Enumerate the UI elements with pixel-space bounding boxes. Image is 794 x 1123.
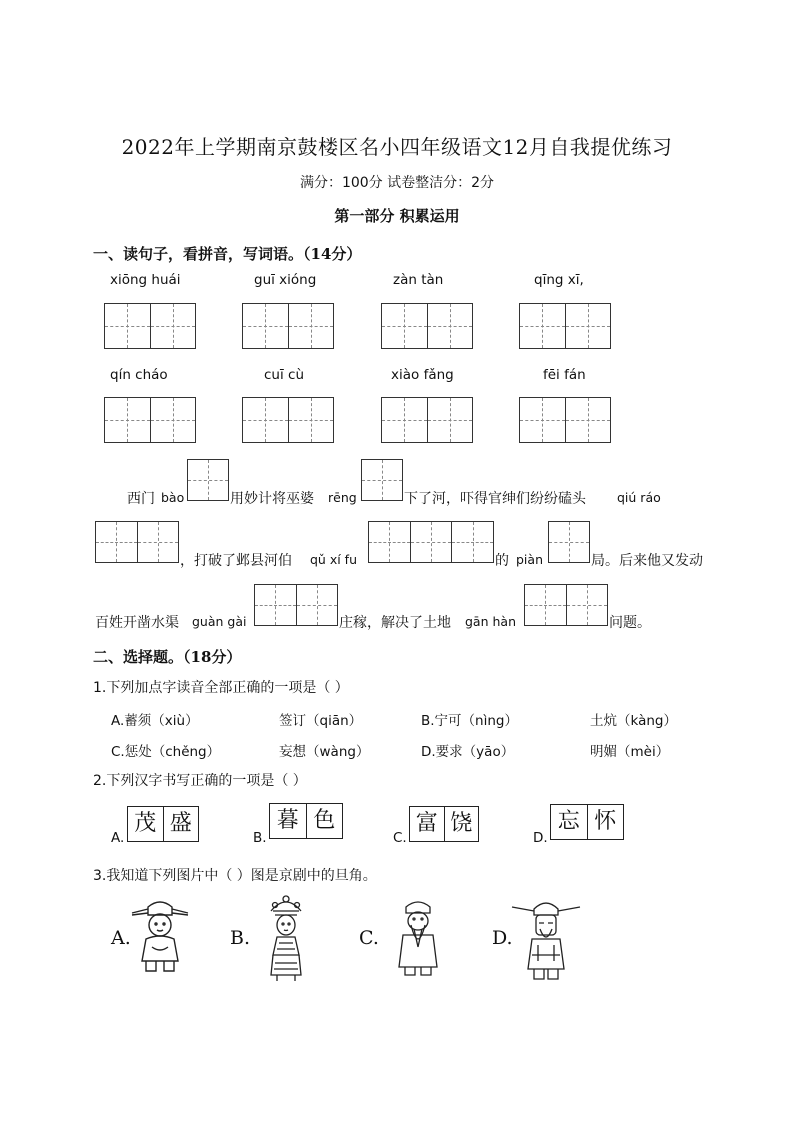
- passage-text: 西门: [127, 491, 155, 507]
- option-d-word2: 明媚（mèi）: [590, 744, 670, 760]
- option-b[interactable]: B.宁可（nìng）: [421, 713, 518, 729]
- passage-text: 问题。: [609, 615, 651, 631]
- pinyin-label: guī xióng: [254, 272, 317, 288]
- passage-text: 的: [495, 553, 509, 569]
- pinyin-label: zàn tàn: [393, 272, 444, 288]
- section2-heading: 二、选择题。（18分）: [93, 648, 242, 666]
- passage-pinyin: guàn gài: [192, 614, 247, 629]
- question-2: 2.下列汉字书写正确的一项是（ ）: [93, 773, 307, 789]
- answer-grid[interactable]: [242, 397, 334, 443]
- option-a-letter[interactable]: A.: [111, 927, 131, 949]
- passage-text: ，打破了邺县河伯: [180, 553, 292, 569]
- option-a-letter[interactable]: A.: [111, 830, 125, 846]
- opera-figure-c-icon[interactable]: [393, 895, 443, 977]
- char: 富: [415, 811, 438, 836]
- option-a[interactable]: A.蓄须（xiù）: [111, 713, 199, 729]
- pinyin-label: xiōng huái: [110, 272, 181, 288]
- option-b-letter[interactable]: B.: [230, 927, 251, 949]
- pinyin-label: xiào fǎng: [391, 367, 454, 383]
- passage-text: 下了河，吓得官绅们纷纷磕头: [404, 491, 586, 507]
- char: 怀: [587, 805, 624, 839]
- question-3: 3.我知道下列图片中（ ）图是京剧中的旦角。: [93, 868, 377, 884]
- passage-text: 局。后来他又发动: [591, 553, 703, 569]
- passage-pinyin: rēng: [328, 490, 357, 505]
- option-d-letter[interactable]: D.: [492, 927, 513, 949]
- char-box-a: [127, 806, 199, 842]
- char: 饶: [444, 807, 479, 841]
- page-title: 2022年上学期南京鼓楼区名小四年级语文12月自我提优练习: [121, 135, 673, 159]
- char: 茂: [134, 811, 157, 836]
- option-b-letter[interactable]: B.: [253, 830, 267, 846]
- pinyin-label: cuī cù: [264, 367, 304, 383]
- passage-text: 庄稼，解决了土地: [339, 615, 451, 631]
- option-a-word2: 签订（qiān）: [279, 713, 363, 729]
- answer-grid[interactable]: [368, 521, 494, 563]
- question-1: 1.下列加点字读音全部正确的一项是（ ）: [93, 680, 349, 696]
- score-info: 满分：100分 试卷整洁分：2分: [299, 175, 495, 191]
- passage-pinyin: bào: [161, 490, 185, 505]
- char: 色: [306, 804, 343, 838]
- section1-heading: 一、读句子，看拼音，写词语。（14分）: [93, 245, 362, 263]
- passage-pinyin: gān hàn: [465, 614, 516, 629]
- opera-figure-b-icon[interactable]: [263, 893, 309, 983]
- option-b-word2: 土炕（kàng）: [590, 713, 677, 729]
- answer-grid[interactable]: [242, 303, 334, 349]
- passage-text: 百姓开凿水渠: [95, 615, 179, 631]
- char-box-d: [550, 804, 624, 840]
- answer-grid[interactable]: [254, 584, 338, 626]
- option-c-word2: 妄想（wàng）: [279, 744, 370, 760]
- option-c-letter[interactable]: C.: [393, 830, 407, 846]
- answer-grid[interactable]: [361, 459, 403, 501]
- passage-pinyin: qiú ráo: [617, 490, 661, 505]
- char: 暮: [276, 808, 299, 833]
- char-box-c: [409, 806, 479, 842]
- answer-grid[interactable]: [104, 303, 196, 349]
- answer-grid[interactable]: [187, 459, 229, 501]
- option-c[interactable]: C.惩处（chěng）: [111, 744, 221, 760]
- char: 忘: [557, 809, 580, 834]
- char-box-b: [269, 803, 343, 839]
- answer-grid[interactable]: [548, 521, 590, 563]
- answer-grid[interactable]: [519, 303, 611, 349]
- passage-text: 用妙计将巫婆: [230, 491, 314, 507]
- option-d[interactable]: D.要求（yāo）: [421, 744, 515, 760]
- passage-pinyin: piàn: [516, 552, 543, 567]
- pinyin-label: qīng xī,: [534, 272, 584, 288]
- option-c-letter[interactable]: C.: [359, 927, 379, 949]
- part-heading: 第一部分 积累运用: [334, 207, 460, 225]
- answer-grid[interactable]: [524, 584, 608, 626]
- answer-grid[interactable]: [381, 397, 473, 443]
- option-d-letter[interactable]: D.: [533, 830, 548, 846]
- opera-figure-a-icon[interactable]: [128, 895, 192, 975]
- opera-figure-d-icon[interactable]: [510, 893, 582, 983]
- pinyin-label: qín cháo: [110, 367, 168, 383]
- answer-grid[interactable]: [95, 521, 179, 563]
- answer-grid[interactable]: [104, 397, 196, 443]
- answer-grid[interactable]: [519, 397, 611, 443]
- pinyin-label: fēi fán: [543, 367, 586, 383]
- answer-grid[interactable]: [381, 303, 473, 349]
- passage-pinyin: qǔ xí fu: [310, 552, 357, 567]
- char: 盛: [163, 807, 199, 841]
